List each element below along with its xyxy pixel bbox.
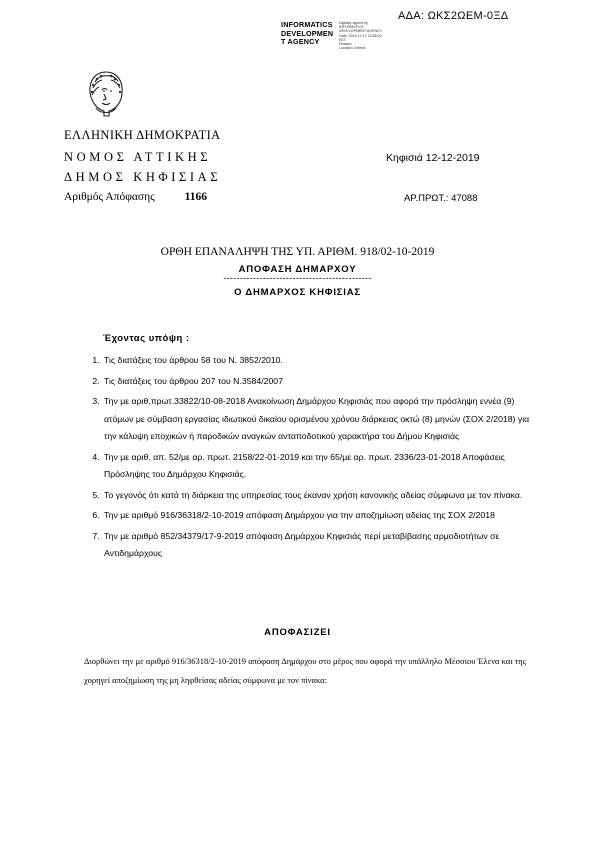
stamp-signature-line: INFORMATICS — [339, 25, 364, 30]
list-item: 4. Την με αριθ. απ. 52/με αρ. πρωτ. 2158/22-01-2019 και την 65/με αρ. πρωτ. 2336/23-01-2018 Αποφάσεις Πρόσληψης του Δημάρχου Κηφισιάς. — [102, 449, 542, 484]
stamp-agency — [281, 21, 333, 47]
greek-emblem-icon — [83, 68, 129, 120]
stamp-signature-line: DEVELOPMENT AGENCY — [339, 29, 383, 34]
decision-number: 1166 — [184, 191, 208, 203]
decision-number-line — [64, 191, 207, 203]
stamp-agency-line: INFORMATICS — [281, 20, 333, 29]
stamp-signature-details — [339, 21, 382, 50]
document-title: ΟΡΘΗ ΕΠΑΝΑΛΗΨΗ ΤΗΣ ΥΠ. ΑΡΙΘΜ. 918/02-10-2019 — [160, 246, 435, 258]
protocol-number: ΑΡ.ΠΡΩΤ.: 47088 — [404, 193, 478, 204]
separator-dashes: --------------------------------------------- — [223, 273, 372, 283]
ada-code: ΑΔΑ: ΩΚΣ2ΩΕΜ-0ΞΔ — [398, 10, 509, 22]
stamp-signature-line: Digitally signed by — [339, 21, 368, 25]
digital-signature-stamp — [281, 21, 391, 51]
list-item: 3. Την με αριθ.πρωτ.33822/10-08-2018 Ανακοίνωση Δημάρχου Κηφισιάς που αφορά την πρόσληψη εννέα (9) ατόμων με σύμβαση εργασίας ιδιωτικού δικαίου ορισμένου χρόνου διάρκειας οκτώ (8) μηνών (ΣΟΧ 2/2018) για την κάλυψη εποχικών ή παροδικών αναγκών ανταποδοτικού χαρακτήρα του Δήμου Κηφισιάς — [102, 393, 542, 446]
stamp-signature-line: Date: 2019.12.17 13:58:00 — [339, 33, 382, 38]
list-item: 6. Την με αριθμό 916/36318/2-10-2019 απόφαση Δημάρχου για την αποζημίωση αδείας της ΣΟΧ 2/2018 — [102, 507, 542, 525]
stamp-signature-line: Location: Athens — [339, 46, 366, 51]
header-prefecture: ΝΟΜΟΣ ΑΤΤΙΚΗΣ — [64, 150, 212, 164]
header-municipality: ΔΗΜΟΣ ΚΗΦΙΣΙΑΣ — [64, 170, 222, 184]
list-item: 5. Το γεγονός ότι κατά τη διάρκεια της υπηρεσίας τους έκαναν χρήση κανονικής αδείας σύμφωνα με τον πίνακα. — [102, 487, 542, 505]
list-item: 1. Τις διατάξεις του άρθρου 58 του Ν. 3852/2010. — [102, 352, 542, 370]
list-item: 2. Τις διατάξεις του άρθρου 207 του Ν.3584/2007 — [102, 373, 542, 391]
stamp-signature-line: EET — [339, 37, 346, 42]
considerations-list — [64, 352, 542, 563]
header-republic: ΕΛΛΗΝΙΚΗ ΔΗΜΟΚΡΑΤΙΑ — [64, 128, 221, 142]
decides-heading: ΑΠΟΦΑΣΙΖΕΙ — [264, 627, 331, 638]
stamp-agency-line: T AGENCY — [281, 37, 320, 47]
document-subtitle: ΑΠΟΦΑΣΗ ΔΗΜΑΡΧΟΥ — [238, 264, 357, 275]
decision-number-label: Αριθμός Απόφασης — [64, 191, 155, 203]
list-item: 7. Την με αριθμό 852/34379/17-9-2019 απόφαση Δημάρχου Κηφισιάς περί μεταβίβασης αρμοδιοτήτων σε Αντιδημάρχους — [102, 528, 542, 563]
document-date: Κηφισιά 12-12-2019 — [386, 152, 480, 164]
decision-body-text: Διορθώνει την με αριθμό 916/36318/2-10-2019 απόφαση Δημάρχου στο μέρος που αφορά την υπάλληλο Μέσσιου Έλενα και της χορηγεί αποζημίωση της μη ληφθείσας αδείας σύμφωνα με τον πίνακα: — [84, 656, 526, 685]
mayor-heading: Ο ΔΗΜΑΡΧΟΣ ΚΗΦΙΣΙΑΣ — [234, 287, 361, 298]
stamp-signature-line: Reason: — [339, 42, 353, 47]
considering-heading: Έχοντας υπόψη : — [103, 333, 190, 344]
stamp-agency-line: DEVELOPMEN — [281, 28, 334, 38]
